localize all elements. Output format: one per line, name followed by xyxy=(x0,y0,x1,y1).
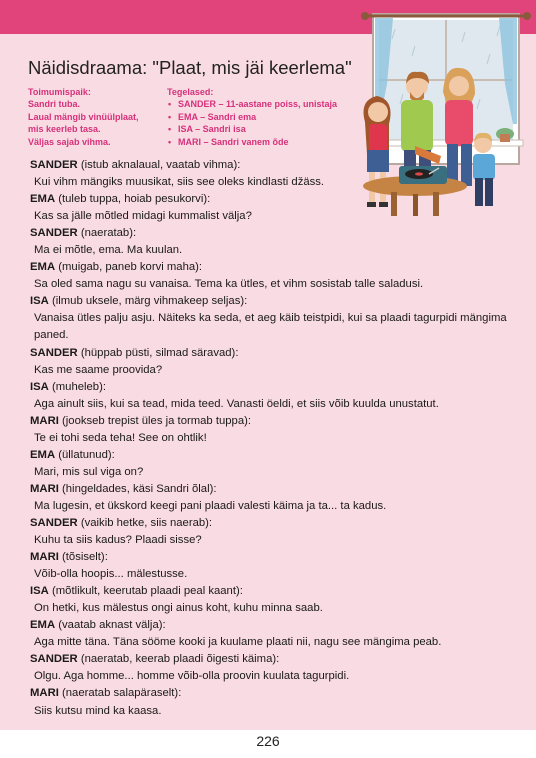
speaker-name: MARI xyxy=(30,482,59,495)
speaker-line xyxy=(30,651,516,668)
cast-block xyxy=(167,86,337,148)
speaker-name: EMA xyxy=(30,193,56,206)
speaker-line xyxy=(30,225,516,242)
dialogue-line: Te ei tohi seda teha! See on ohtlik! xyxy=(34,431,207,444)
script-entry xyxy=(30,583,516,617)
dialogue-line: Kas sa jälle mõtled midagi kummalist välja? xyxy=(34,210,252,223)
setting-heading: Toimumispaik: xyxy=(28,87,91,97)
speaker-name: MARI xyxy=(30,687,59,700)
page-number: 226 xyxy=(256,733,280,749)
play-script xyxy=(30,157,516,720)
dialogue-line: Aga ainult siis, kui sa tead, mida teed. Vanasti öeldi, et siis võib kuulda unustatut. xyxy=(34,397,439,410)
dialogue-line: Mari, mis sul viga on? xyxy=(34,465,144,478)
speaker-name: ISA xyxy=(30,380,49,393)
dialogue-line: Võib-olla hoopis... mälestusse. xyxy=(34,568,188,581)
script-entry xyxy=(30,225,516,259)
speaker-name: SANDER xyxy=(30,516,78,529)
setting-line: mis keerleb tasa. xyxy=(28,124,101,135)
speaker-name: SANDER xyxy=(30,653,78,666)
stage-direction: (tuleb tuppa, hoiab pesukorvi): xyxy=(58,193,211,206)
dialogue-line: Kuhu ta siis kadus? Plaadi sisse? xyxy=(34,534,202,547)
stage-direction: (muheleb): xyxy=(51,380,106,393)
stage-direction: (tõsiselt): xyxy=(62,551,108,564)
dialogue-line: Ma lugesin, et ükskord keegi pani plaadi valesti käima ja ta... ta kadus. xyxy=(34,499,387,512)
stage-direction: (hüppab püsti, silmad säravad): xyxy=(80,346,239,359)
dialogue-line: Kas me saame proovida? xyxy=(34,363,163,376)
dialogue-line: Siis kutsu mind ka kaasa. xyxy=(34,704,162,717)
speaker-line xyxy=(30,191,516,208)
speaker-name: EMA xyxy=(30,261,56,274)
setting-line: Laual mängib vinüülplaat, xyxy=(28,111,139,122)
script-entry xyxy=(30,685,516,719)
script-entry xyxy=(30,515,516,549)
stage-direction: (vaikib hetke, siis naerab): xyxy=(80,516,213,529)
speaker-line xyxy=(30,379,516,396)
cast-item: • MARI – Sandri vanem õde xyxy=(167,136,337,148)
setting-line: Sandri tuba. xyxy=(28,99,81,110)
script-entry xyxy=(30,617,516,651)
speaker-line xyxy=(30,583,516,600)
speaker-line xyxy=(30,685,516,702)
speaker-name: ISA xyxy=(30,295,49,308)
stage-direction: (hingeldades, käsi Sandri õlal): xyxy=(62,482,217,495)
cast-item: • EMA – Sandri ema xyxy=(167,111,337,123)
script-entry xyxy=(30,293,516,344)
dialogue-line: Vanaisa ütles palju asju. Näiteks ka seda, et aeg käib teistpidi, kui sa plaadi tagurpidi mängima paned. xyxy=(34,312,507,342)
speaker-line xyxy=(30,549,516,566)
stage-direction: (naeratab salapäraselt): xyxy=(62,687,182,700)
script-entry xyxy=(30,191,516,225)
stage-direction: (naeratab): xyxy=(80,227,137,240)
script-entry xyxy=(30,651,516,685)
speaker-line xyxy=(30,447,516,464)
stage-direction: (ilmub uksele, märg vihmakeep seljas): xyxy=(51,295,248,308)
speaker-line xyxy=(30,481,516,498)
speaker-name: MARI xyxy=(30,414,59,427)
setting-block xyxy=(28,86,168,148)
speaker-line xyxy=(30,259,516,276)
speaker-name: EMA xyxy=(30,448,56,461)
speaker-name: SANDER xyxy=(30,159,78,171)
speaker-line xyxy=(30,617,516,634)
script-entry xyxy=(30,447,516,481)
dialogue-line: On hetki, kus mälestus ongi ainus koht, kuhu minna saab. xyxy=(34,602,323,615)
page-title: Näidisdraama: "Plaat, mis jäi keerlema" xyxy=(28,57,352,78)
cast-list xyxy=(167,98,337,148)
script-entry xyxy=(30,413,516,447)
stage-direction: (üllatunud): xyxy=(58,448,115,461)
cast-item: • SANDER – 11-aastane poiss, unistaja xyxy=(167,98,337,110)
stage-direction: (mõtlikult, keerutab plaadi peal kaant): xyxy=(51,585,243,598)
speaker-name: ISA xyxy=(30,585,49,598)
script-entry xyxy=(30,379,516,413)
stage-direction: (muigab, paneb korvi maha): xyxy=(58,261,203,274)
dialogue-line: Ma ei mõtle, ema. Ma kuulan. xyxy=(34,244,183,257)
speaker-name: MARI xyxy=(30,551,59,564)
stage-direction: (naeratab, keerab plaadi õigesti käima): xyxy=(80,653,280,666)
speaker-line xyxy=(30,293,516,310)
script-entry xyxy=(30,345,516,379)
dialogue-line: Sa oled sama nagu su vanaisa. Tema ka ütles, et vihm sosistab talle saladusi. xyxy=(34,278,424,291)
stage-direction: (jookseb trepist üles ja tormab tuppa): xyxy=(62,414,252,427)
stage-direction: (vaatab aknast välja): xyxy=(58,619,166,632)
speaker-line xyxy=(30,413,516,430)
dialogue-line: Olgu. Aga homme... homme võib-olla proovin kuulata tagurpidi. xyxy=(34,670,350,683)
stage-direction: (istub aknalaual, vaatab vihma): xyxy=(80,159,241,171)
speaker-name: SANDER xyxy=(30,346,78,359)
speaker-line xyxy=(30,157,516,174)
dialogue-line: Kui vihm mängiks muusikat, siis see oleks kindlasti džäss. xyxy=(34,176,325,189)
speaker-line xyxy=(30,515,516,532)
script-entry xyxy=(30,481,516,515)
speaker-line xyxy=(30,345,516,362)
script-entry xyxy=(30,259,516,293)
speaker-name: SANDER xyxy=(30,227,78,240)
script-entry xyxy=(30,157,516,191)
cast-item: • ISA – Sandri isa xyxy=(167,123,337,135)
speaker-name: EMA xyxy=(30,619,56,632)
script-entry xyxy=(30,549,516,583)
setting-line: Väljas sajab vihma. xyxy=(28,136,111,147)
dialogue-line: Aga mitte täna. Täna sööme kooki ja kuulame plaati nii, nagu see mängima peab. xyxy=(34,636,442,649)
cast-heading: Tegelased: xyxy=(167,87,214,97)
